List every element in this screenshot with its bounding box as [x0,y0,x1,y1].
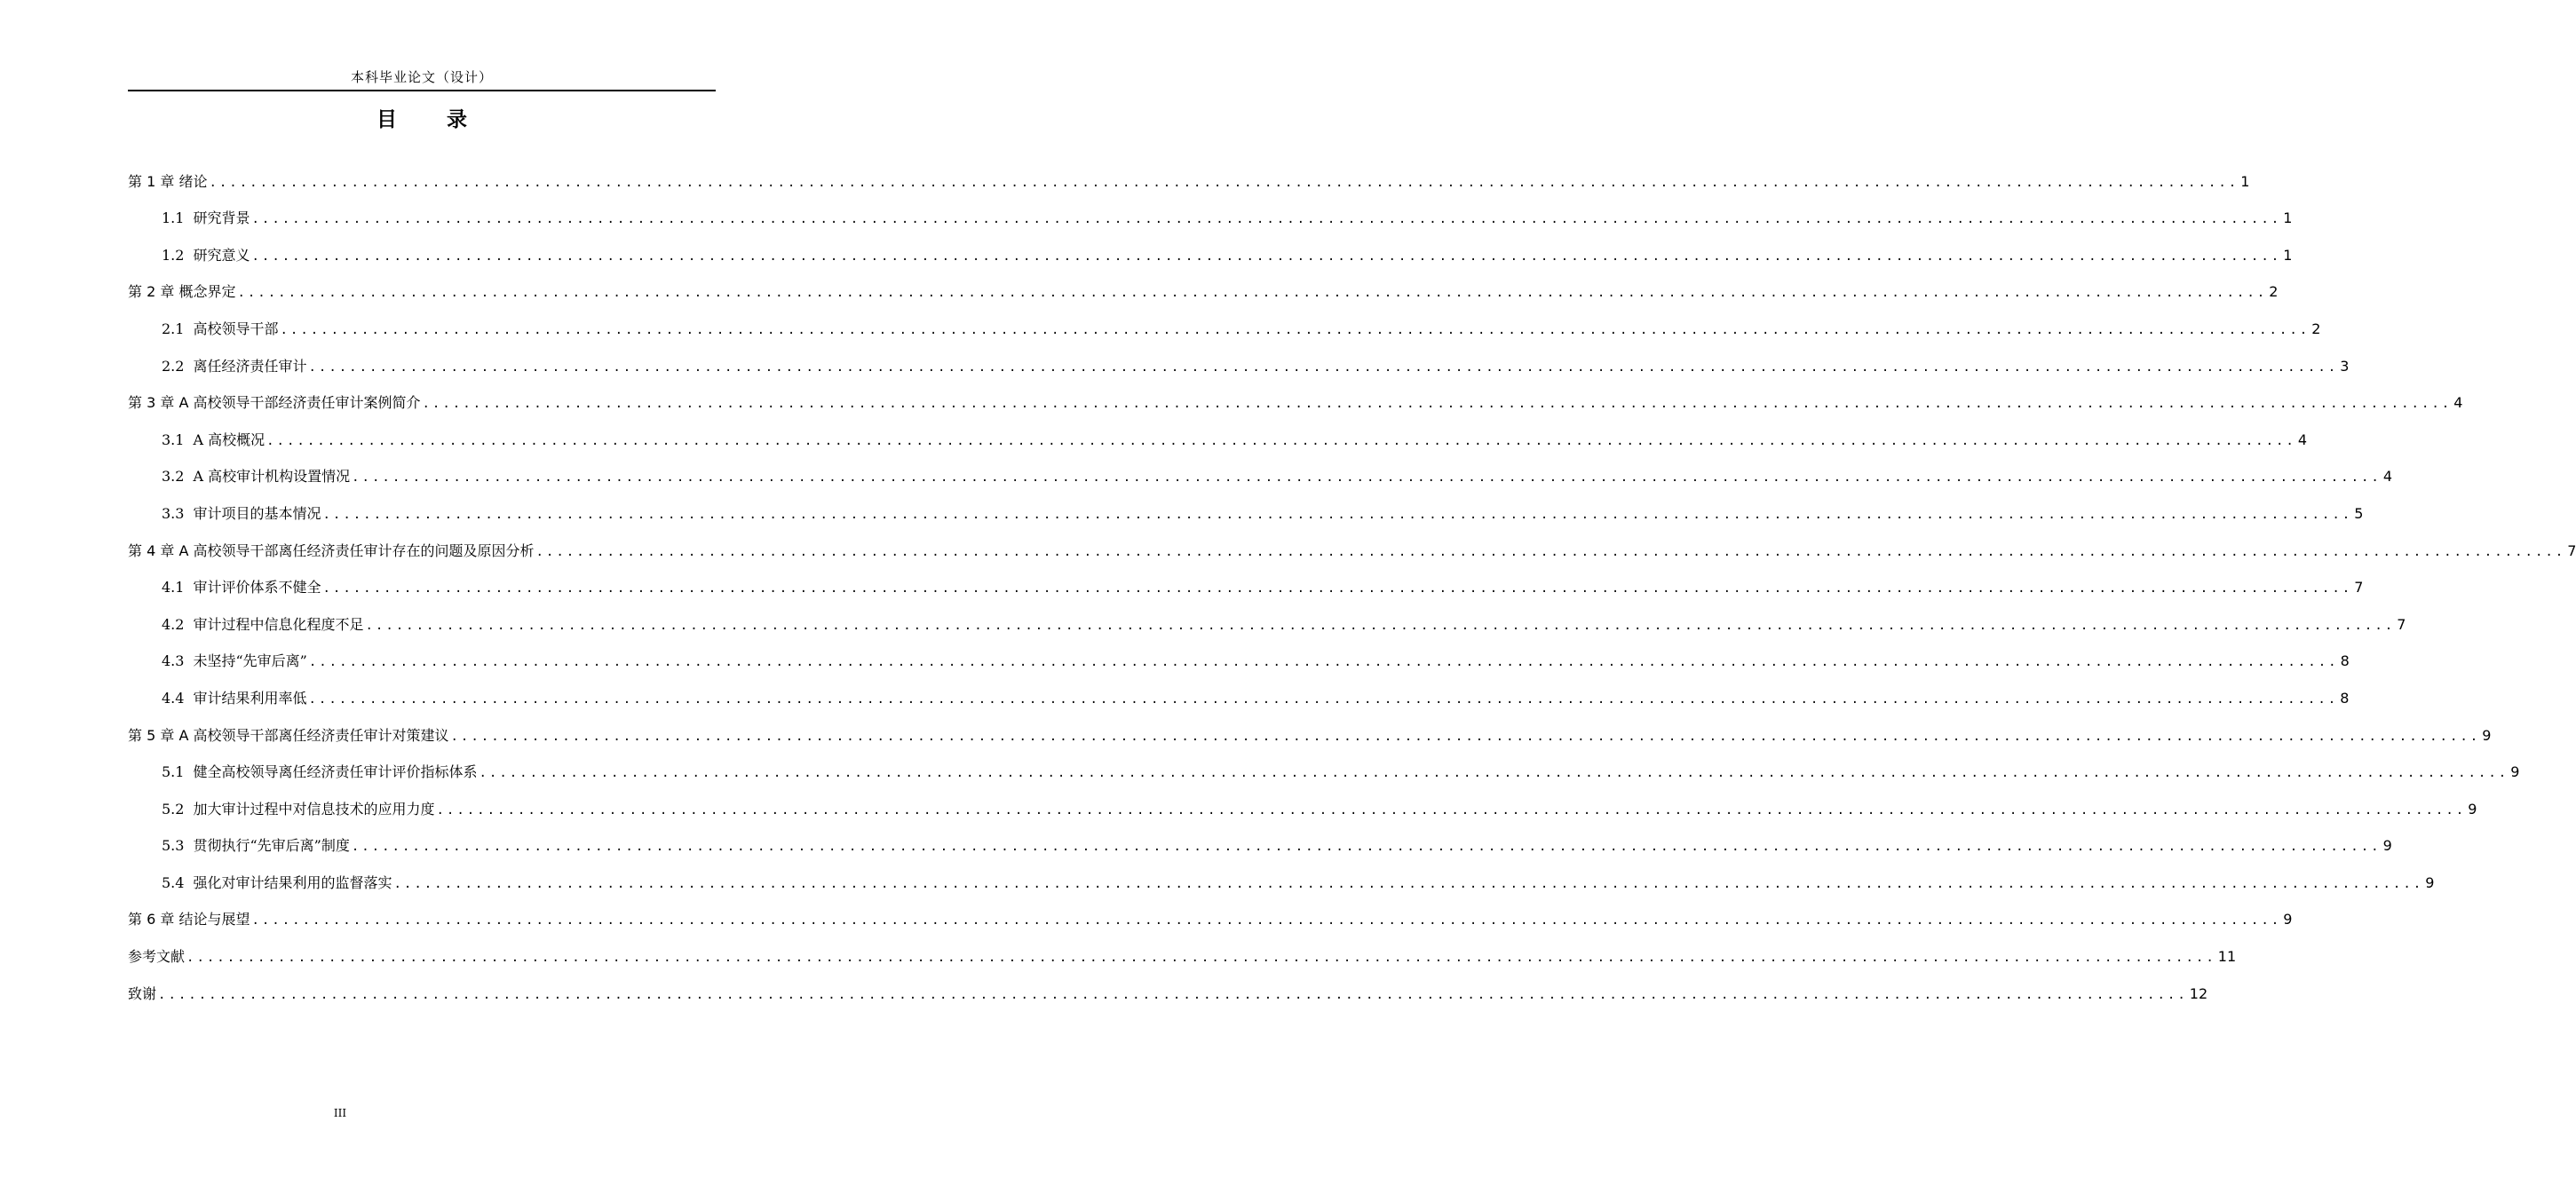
toc-section-entry[interactable] [128,786,2477,823]
toc-page-number: 9 [2510,763,2520,781]
toc-page-number: 4 [2382,468,2393,486]
toc-entry-label: 第 3 章 A 高校领导干部经济责任审计案例简介 [128,394,421,412]
toc-entry-number: 3.1 [162,431,185,448]
toc-entry-label: 审计结果利用率低 [193,689,307,707]
toc-page-number: 7 [2397,615,2406,633]
toc-section-entry[interactable] [128,749,2520,786]
toc-entry-number: 3.2 [162,468,185,486]
toc-page-number: 3 [2340,357,2350,375]
toc-entry-label: 参考文献 [128,948,186,966]
toc-dot-leader: ........................................................................................................................................................................................................ [251,249,2282,264]
toc-section-entry[interactable] [128,305,2321,343]
toc-section-entry[interactable] [128,195,2293,233]
toc-dot-leader: ........................................................................................................................................................................................................ [308,655,2339,670]
toc-chapter-entry[interactable] [128,712,2492,749]
toc-entry-label: 第 2 章 概念界定 [128,283,236,301]
toc-page-number: 8 [2340,689,2350,707]
toc-section-entry[interactable] [128,823,2392,860]
toc-dot-leader: ........................................................................................................................................................................................................ [322,507,2353,522]
toc-entry-label: 审计项目的基本情况 [193,504,321,522]
toc-section-entry[interactable] [128,343,2350,380]
toc-entry-label: 第 4 章 A 高校领导干部离任经济责任审计存在的问题及原因分析 [128,541,535,559]
toc-dot-leader: ........................................................................................................................................................................................................ [535,544,2566,559]
toc-entry-label: 加大审计过程中对信息技术的应用力度 [193,800,435,818]
toc-chapter-entry[interactable] [128,897,2293,934]
toc-dot-leader: ........................................................................................................................................................................................................ [479,766,2509,781]
toc-page-number: 5 [2354,504,2364,522]
toc-section-entry[interactable] [128,454,2393,491]
toc-dot-leader: ........................................................................................................................................................................................................ [266,433,2296,448]
toc-entry-number: 5.4 [162,873,185,891]
toc-chapter-entry[interactable] [128,527,2576,565]
table-of-contents [128,158,2576,1007]
toc-entry-label: 未坚持“先审后离” [193,652,307,670]
toc-entry-label: 研究背景 [193,209,250,227]
toc-entry-label: 离任经济责任审计 [193,357,307,375]
toc-entry-number: 4.1 [162,579,185,596]
toc-entry-label: 审计过程中信息化程度不足 [193,615,364,633]
toc-entry-label: 审计评价体系不健全 [193,579,321,596]
toc-page-number: 9 [2482,726,2492,744]
toc-entry-label: 研究意义 [193,246,250,264]
toc-section-entry[interactable] [128,638,2350,676]
toc-chapter-entry[interactable] [128,933,2237,970]
running-header: 本科毕业论文（设计） [350,69,493,85]
toc-entry-number: 4.4 [162,689,185,707]
toc-section-entry[interactable] [128,601,2406,638]
toc-dot-leader: ........................................................................................................................................................................................................ [450,729,2481,744]
toc-dot-leader: ........................................................................................................................................................................................................ [209,175,2239,190]
toc-entry-number: 5.2 [162,800,185,818]
toc-page-number: 4 [2297,431,2308,448]
toc-entry-number: 1.1 [162,209,185,227]
toc-entry-number: 2.2 [162,357,185,375]
toc-dot-leader: ........................................................................................................................................................................................................ [158,987,2188,1002]
toc-dot-leader: ........................................................................................................................................................................................................ [351,840,2382,855]
toc-entry-number: 3.3 [162,504,185,522]
toc-entry-label: 高校领导干部 [193,320,279,337]
toc-dot-leader: ........................................................................................................................................................................................................ [352,470,2382,486]
toc-dot-leader: ........................................................................................................................................................................................................ [186,951,2216,966]
toc-page-number: 9 [2283,911,2293,928]
toc-dot-leader: ........................................................................................................................................................................................................ [322,581,2353,596]
toc-section-entry[interactable] [128,490,2364,527]
toc-entry-label: 第 1 章 绪论 [128,172,208,190]
toc-entry-number: 1.2 [162,246,185,264]
toc-dot-leader: ........................................................................................................................................................................................................ [393,876,2424,891]
toc-dot-leader: ........................................................................................................................................................................................................ [251,913,2282,928]
toc-entry-label: 第 6 章 结论与展望 [128,911,250,928]
header-rule [128,90,716,91]
toc-chapter-entry[interactable] [128,269,2279,306]
toc-section-entry[interactable] [128,675,2350,712]
toc-section-entry[interactable] [128,416,2308,454]
page-number: III [333,1107,347,1119]
toc-entry-number: 4.2 [162,615,185,633]
toc-page-number: 9 [2468,800,2477,818]
toc-page-number: 9 [2425,873,2435,891]
toc-section-entry[interactable] [128,859,2435,897]
toc-title: 目 录 [376,108,488,131]
toc-dot-leader: ........................................................................................................................................................................................................ [422,397,2453,412]
toc-page-number: 11 [2217,948,2237,966]
toc-page-number: 9 [2382,837,2392,855]
toc-chapter-entry[interactable] [128,158,2250,195]
toc-entry-label: 强化对审计结果利用的监督落实 [193,873,392,891]
toc-entry-number: 5.3 [162,837,185,855]
toc-page-number: 8 [2340,652,2350,670]
toc-dot-leader: ........................................................................................................................................................................................................ [436,802,2467,818]
toc-page-number: 1 [2283,246,2293,264]
toc-chapter-entry[interactable] [128,970,2208,1007]
toc-dot-leader: ........................................................................................................................................................................................................ [251,212,2282,227]
toc-page-number: 7 [2354,579,2364,596]
toc-page-number: 4 [2453,394,2463,412]
toc-page-number: 1 [2240,172,2250,190]
toc-entry-number: 2.1 [162,320,185,337]
toc-entry-label: 第 5 章 A 高校领导干部离任经济责任审计对策建议 [128,726,449,744]
toc-section-entry[interactable] [128,232,2293,269]
toc-entry-number: 5.1 [162,763,185,781]
toc-dot-leader: ........................................................................................................................................................................................................ [365,618,2396,633]
toc-page-number: 1 [2283,209,2293,227]
toc-dot-leader: ........................................................................................................................................................................................................ [308,359,2339,375]
toc-page-number: 2 [2269,283,2279,301]
toc-entry-number: 4.3 [162,652,185,670]
toc-chapter-entry[interactable] [128,380,2463,417]
toc-dot-leader: ........................................................................................................................................................................................................ [280,322,2310,337]
toc-entry-label: 致谢 [128,984,157,1002]
toc-page-number: 7 [2567,541,2576,559]
toc-page-number: 12 [2189,984,2208,1002]
toc-entry-label: A 高校审计机构设置情况 [193,468,351,486]
toc-page-number: 2 [2311,320,2321,337]
toc-entry-label: A 高校概况 [193,431,266,448]
toc-dot-leader: ........................................................................................................................................................................................................ [237,286,2268,301]
toc-section-entry[interactable] [128,565,2364,602]
toc-entry-label: 贯彻执行“先审后离”制度 [193,837,350,855]
toc-entry-label: 健全高校领导离任经济责任审计评价指标体系 [193,763,478,781]
toc-dot-leader: ........................................................................................................................................................................................................ [308,691,2339,707]
